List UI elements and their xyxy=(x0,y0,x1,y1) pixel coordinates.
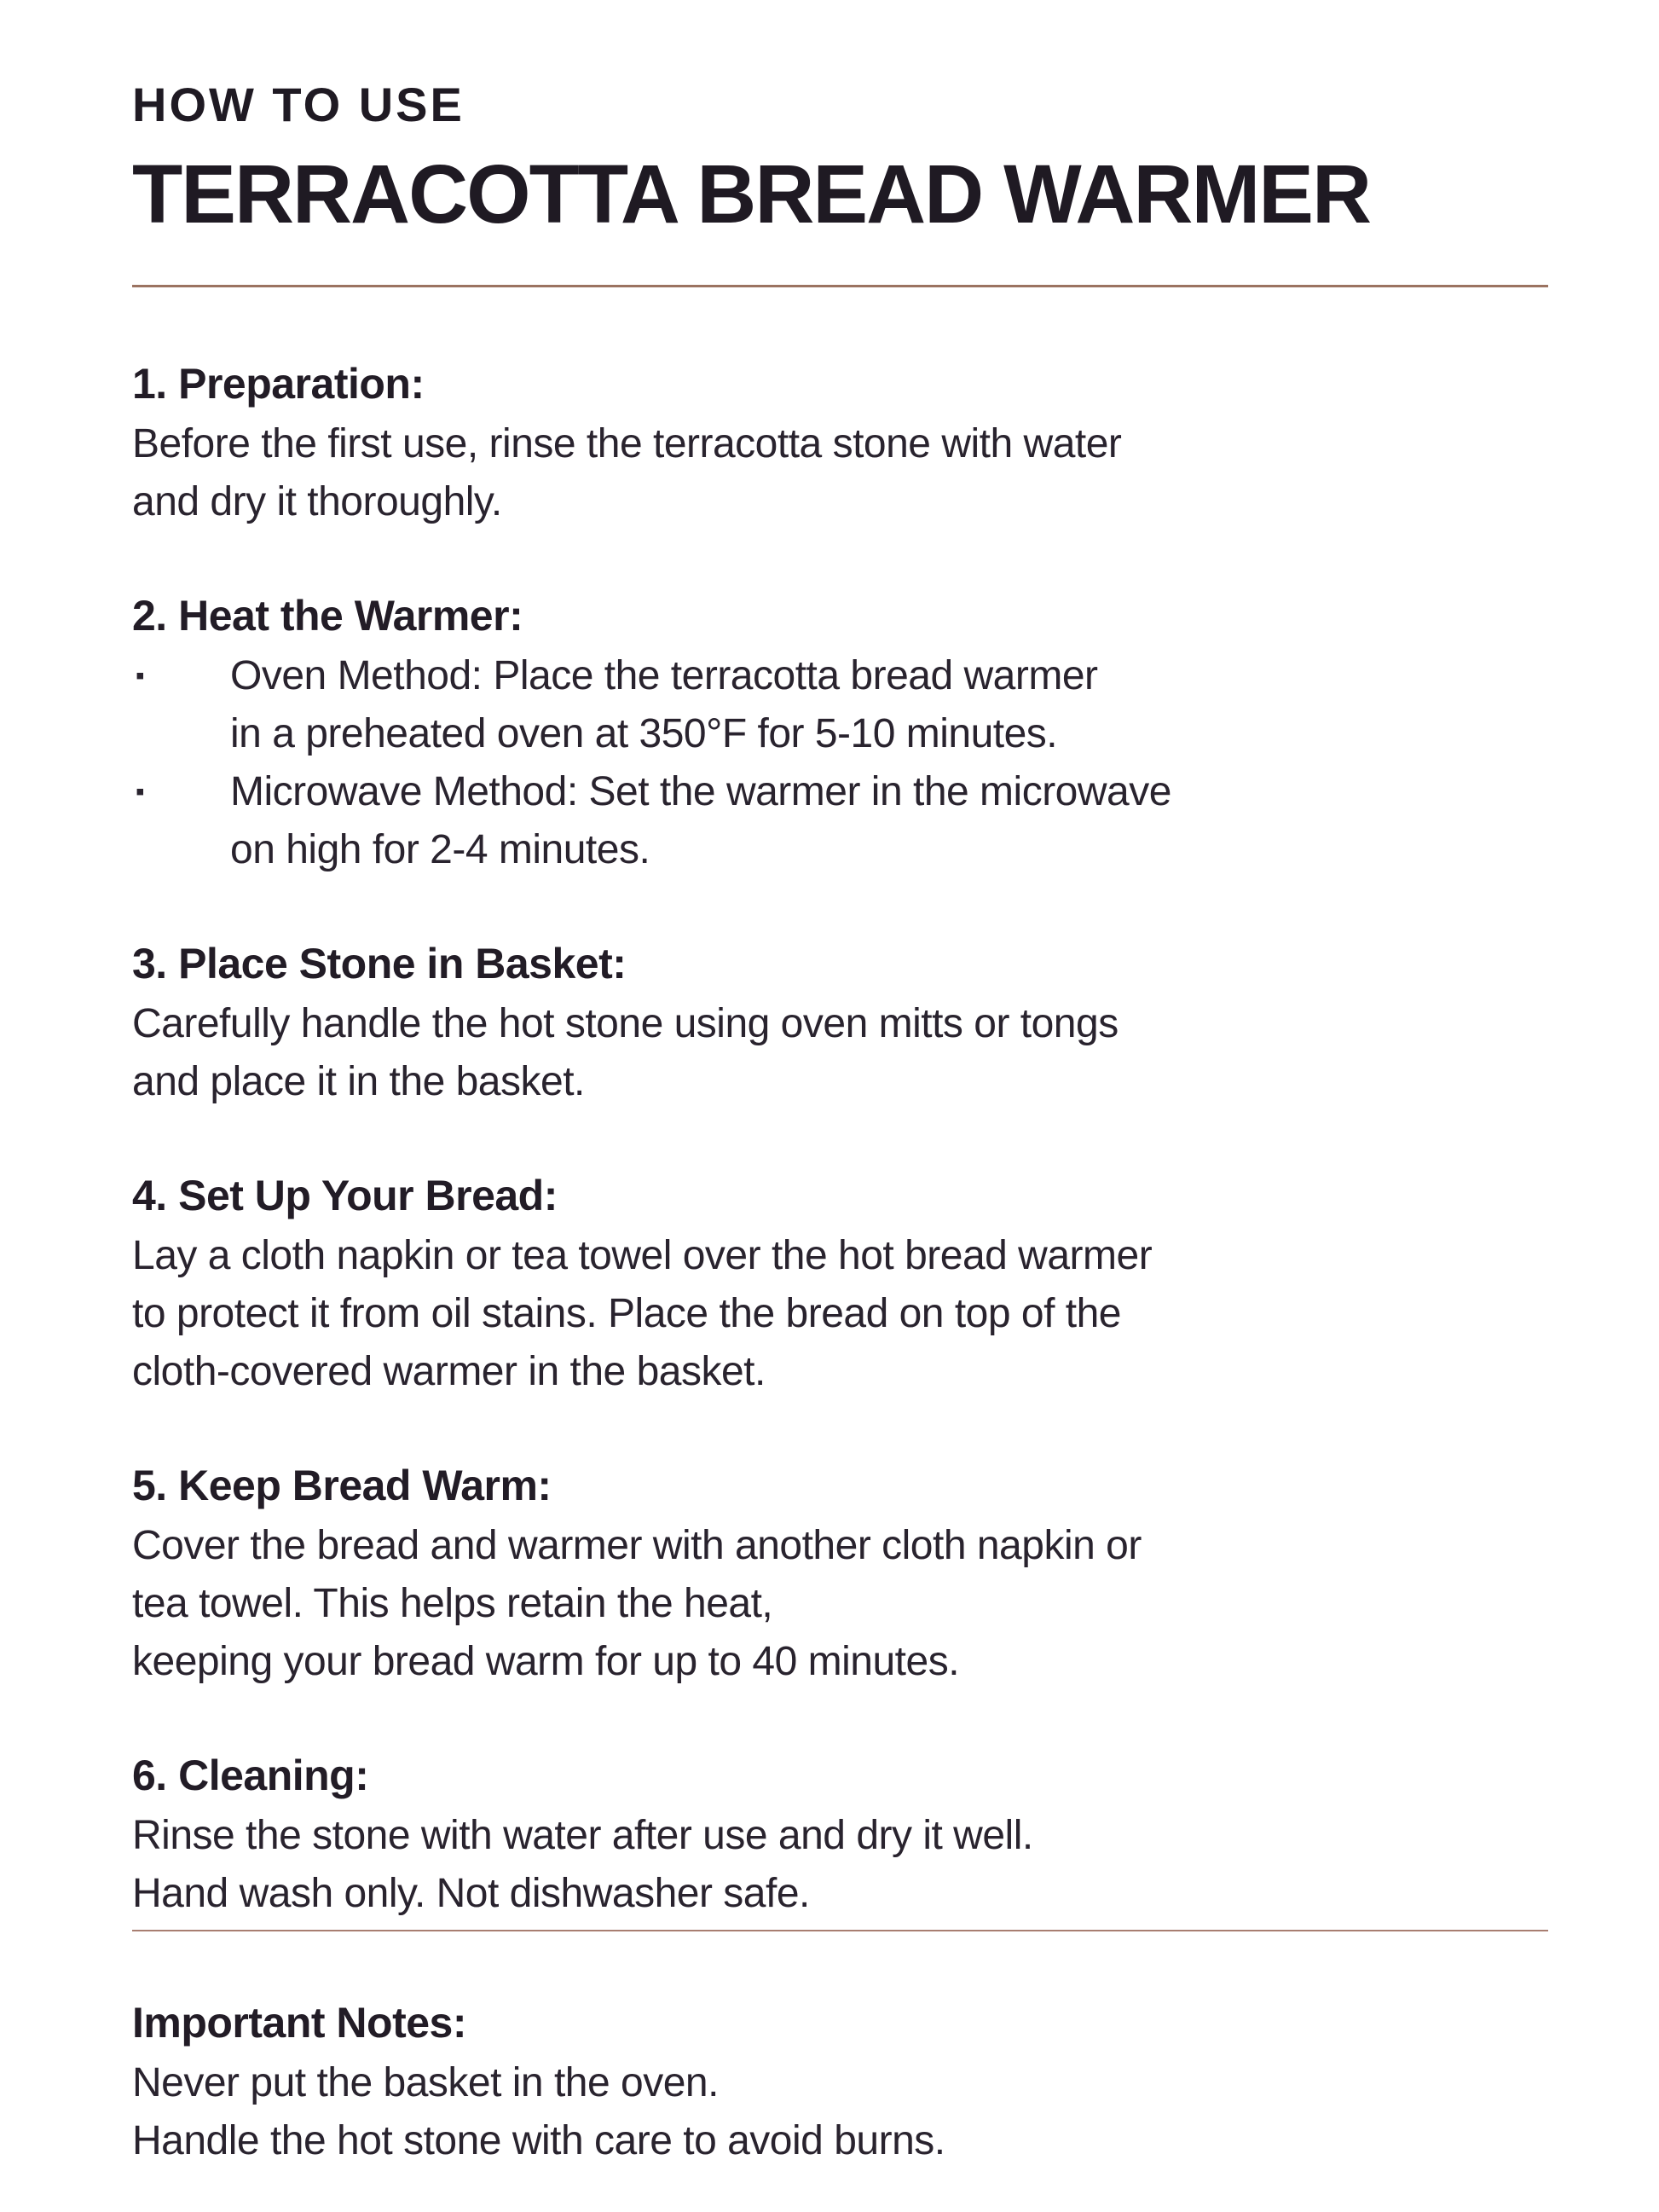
bullet-square-icon: ▪ xyxy=(136,778,145,806)
page-eyebrow: HOW TO USE xyxy=(132,78,465,131)
top-divider xyxy=(132,285,1548,287)
body-line: Microwave Method: Set the warmer in the microwave xyxy=(230,769,1171,814)
body-line: Rinse the stone with water after use and dry it well. xyxy=(132,1813,1033,1858)
bullet-square-icon: ▪ xyxy=(136,662,145,690)
important-notes-section xyxy=(132,1991,1548,2170)
body-line: to protect it from oil stains. Place the bread on top of the xyxy=(132,1291,1121,1336)
section-heading: 3. Place Stone in Basket: xyxy=(132,940,627,987)
section-set-up-your-bread xyxy=(132,1164,1548,1401)
body-line: cloth-covered warmer in the basket. xyxy=(132,1349,766,1394)
important-notes-heading: Important Notes: xyxy=(132,1999,466,2047)
body-line: Cover the bread and warmer with another cloth napkin or xyxy=(132,1523,1142,1568)
section-heading: 6. Cleaning: xyxy=(132,1752,369,1799)
body-line: and dry it thoroughly. xyxy=(132,479,502,524)
body-line: Hand wash only. Not dishwasher safe. xyxy=(132,1871,810,1916)
bottom-divider xyxy=(132,1930,1548,1931)
section-keep-bread-warm xyxy=(132,1454,1548,1691)
bullet-item xyxy=(132,763,1548,879)
section-heading: 2. Heat the Warmer: xyxy=(132,592,523,640)
body-line: in a preheated oven at 350°F for 5-10 minutes. xyxy=(230,711,1058,756)
body-line: tea towel. This helps retain the heat, xyxy=(132,1581,773,1626)
section-place-stone-in-basket xyxy=(132,932,1548,1111)
section-heat-the-warmer xyxy=(132,584,1548,879)
body-line: Carefully handle the hot stone using oven mitts or tongs xyxy=(132,1001,1119,1046)
section-heading: 5. Keep Bread Warm: xyxy=(132,1462,552,1509)
section-preparation xyxy=(132,352,1548,531)
body-line: and place it in the basket. xyxy=(132,1059,585,1104)
body-line: keeping your bread warm for up to 40 minutes. xyxy=(132,1639,960,1684)
section-heading: 4. Set Up Your Bread: xyxy=(132,1172,558,1219)
bullet-item xyxy=(132,647,1548,763)
body-line: Lay a cloth napkin or tea towel over the hot bread warmer xyxy=(132,1233,1153,1278)
section-heading: 1. Preparation: xyxy=(132,360,425,408)
page-title: TERRACOTTA BREAD WARMER xyxy=(132,148,1371,240)
section-cleaning xyxy=(132,1744,1548,1923)
body-line: Never put the basket in the oven. xyxy=(132,2060,719,2105)
body-line: Handle the hot stone with care to avoid burns. xyxy=(132,2118,945,2163)
body-line: Oven Method: Place the terracotta bread warmer xyxy=(230,653,1098,698)
body-line: on high for 2-4 minutes. xyxy=(230,827,650,872)
body-line: Before the first use, rinse the terracotta stone with water xyxy=(132,421,1122,466)
